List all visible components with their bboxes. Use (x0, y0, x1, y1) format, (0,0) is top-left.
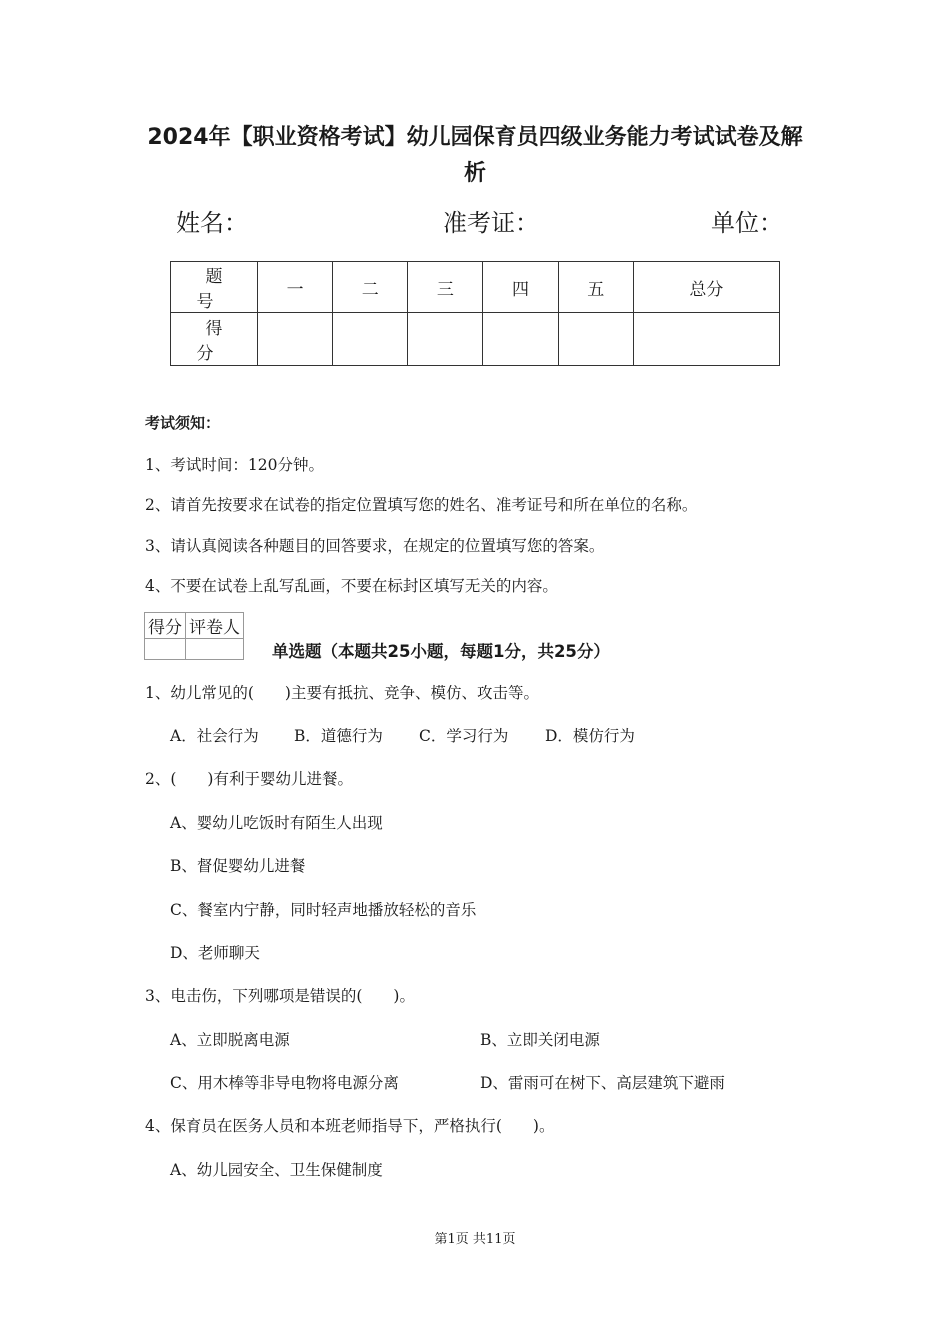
title-line-2: 析 (463, 161, 486, 186)
unit-field-label[interactable]: 单位： (711, 209, 783, 237)
question-1-option-a[interactable]: A．社会行为 (170, 727, 259, 745)
score-table-header-row (171, 262, 780, 313)
title-line-1: 2024年【职业资格考试】幼儿园保育员四级业务能力考试试卷及解 (147, 125, 803, 150)
question-1-stem: 1、幼儿常见的( )主要有抵抗、竞争、模仿、攻击等。 (145, 684, 539, 702)
question-1-option-d[interactable]: D．模仿行为 (545, 727, 635, 745)
document-title (120, 120, 830, 192)
question-1-option-b[interactable]: B．道德行为 (294, 727, 383, 745)
grader-score-label: 得分 (145, 613, 186, 639)
header-cell-question-no: 题 号 (171, 262, 258, 313)
header-cell-1: 一 (258, 262, 333, 313)
grader-table-input-row (145, 639, 244, 660)
question-2-option-b[interactable]: B、督促婴幼儿进餐 (170, 857, 306, 875)
grader-name-label: 评卷人 (186, 613, 244, 639)
question-3-stem: 3、电击伤，下列哪项是错误的( )。 (145, 987, 415, 1005)
grader-table (144, 612, 244, 660)
notice-heading: 考试须知： (145, 414, 221, 432)
question-3-option-b[interactable]: B、立即关闭电源 (480, 1031, 600, 1049)
notice-item-1: 1、考试时间：120分钟。 (145, 456, 324, 474)
section-title: 单选题（本题共25小题，每题1分，共25分） (272, 642, 610, 661)
question-2-option-c[interactable]: C、餐室内宁静，同时轻声地播放轻松的音乐 (170, 901, 477, 919)
page-footer: 第1页 共11页 (434, 1232, 516, 1247)
notice-item-3: 3、请认真阅读各种题目的回答要求，在规定的位置填写您的答案。 (145, 537, 605, 555)
header-cell-3: 三 (408, 262, 483, 313)
score-cell-3[interactable] (408, 313, 483, 366)
grader-name-cell[interactable] (186, 639, 244, 660)
question-2-option-d[interactable]: D、老师聊天 (170, 944, 260, 962)
score-cell-total[interactable] (633, 313, 779, 366)
question-3-option-c[interactable]: C、用木棒等非导电物将电源分离 (170, 1074, 399, 1092)
question-2-option-a[interactable]: A、婴幼儿吃饭时有陌生人出现 (170, 814, 383, 832)
question-2-stem: 2、( )有利于婴幼儿进餐。 (145, 770, 353, 788)
header-cell-5: 五 (558, 262, 633, 313)
score-cell-2[interactable] (333, 313, 408, 366)
score-cell-5[interactable] (558, 313, 633, 366)
name-field-label[interactable]: 姓名： (176, 209, 248, 237)
question-4-stem: 4、保育员在医务人员和本班老师指导下，严格执行( )。 (145, 1117, 555, 1135)
header-cell-4: 四 (483, 262, 558, 313)
score-row-label: 得 分 (171, 313, 258, 366)
score-cell-4[interactable] (483, 313, 558, 366)
score-table (170, 261, 780, 366)
score-cell-1[interactable] (258, 313, 333, 366)
header-cell-total: 总分 (633, 262, 779, 313)
question-1-option-c[interactable]: C．学习行为 (419, 727, 509, 745)
candidate-fields (0, 203, 950, 237)
header-cell-2: 二 (333, 262, 408, 313)
ticket-field-label[interactable]: 准考证： (443, 209, 539, 237)
notice-item-4: 4、不要在试卷上乱写乱画，不要在标封区填写无关的内容。 (145, 577, 558, 595)
grader-score-cell[interactable] (145, 639, 186, 660)
grader-table-header-row (145, 613, 244, 639)
notice-item-2: 2、请首先按要求在试卷的指定位置填写您的姓名、准考证号和所在单位的名称。 (145, 496, 698, 514)
question-4-option-a[interactable]: A、幼儿园安全、卫生保健制度 (170, 1161, 383, 1179)
score-table-score-row (171, 313, 780, 366)
question-3-option-a[interactable]: A、立即脱离电源 (170, 1031, 290, 1049)
question-3-option-d[interactable]: D、雷雨可在树下、高层建筑下避雨 (480, 1074, 725, 1092)
